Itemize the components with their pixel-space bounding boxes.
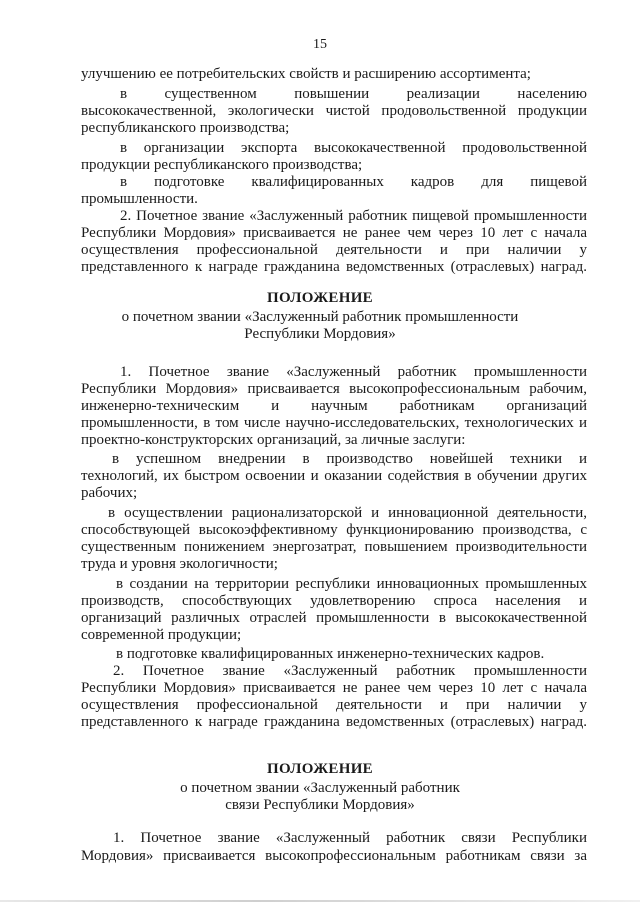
text-line: Республики Мордовия» присваивается высокопрофессиональным рабочим, (81, 381, 587, 397)
page-number: 15 (313, 37, 327, 52)
section-subtitle: о почетном звании «Заслуженный работник промышленности (121, 309, 519, 325)
text-line: улучшению ее потребительских свойств и расширению ассортимента; (81, 66, 531, 82)
text-line: современной продукции; (81, 627, 242, 643)
text-line: труда и уровня экологичности; (81, 556, 278, 572)
text-line: проектно-конструкторских организаций, за личные заслуги: (81, 432, 466, 448)
section-heading: ПОЛОЖЕНИЕ (267, 761, 373, 777)
text-line: осуществления профессиональной деятельности и при наличии у (81, 697, 587, 713)
text-line: производств, способствующих удовлетворению спроса населения и (81, 593, 587, 609)
section-subtitle: о почетном звании «Заслуженный работник (180, 780, 460, 796)
text-line: 2. Почетное звание «Заслуженный работник пищевой промышленности (120, 208, 587, 224)
text-line: в подготовке квалифицированных кадров для пищевой (120, 174, 587, 190)
text-line: способствующей высокоэффективному функционированию производства, с (81, 522, 587, 538)
text-line: в существенном повышении реализации населению (120, 86, 587, 102)
text-line: 1. Почетное звание «Заслуженный работник промышленности (120, 364, 587, 380)
text-line: технологий, их быстром освоении и оказании содействия в обучении других (81, 468, 587, 484)
text-line: в успешном внедрении в производство новейшей техники и (112, 451, 587, 467)
text-line: Республики Мордовия» присваивается не ранее чем через 10 лет с начала (81, 680, 587, 696)
text-line: осуществления профессиональной деятельности и при наличии у (81, 242, 587, 258)
text-line: рабочих; (81, 485, 138, 501)
text-line: в подготовке квалифицированных инженерно-технических кадров. (116, 646, 545, 662)
text-line: в организации экспорта высококачественной продовольственной (120, 140, 587, 156)
text-line: высококачественной, экологически чистой продовольственной продукции (81, 103, 587, 119)
text-line: инженерно-техническим и научным работникам организаций (81, 398, 587, 414)
text-line: Республики Мордовия» присваивается не ранее чем через 10 лет с начала (81, 225, 587, 241)
scan-edge-artifact (0, 900, 640, 902)
text-line: 2. Почетное звание «Заслуженный работник промышленности (113, 663, 587, 679)
text-line: 1. Почетное звание «Заслуженный работник связи Республики (113, 830, 587, 846)
text-line: организаций различных отраслей промышленности в высококачественной (81, 610, 587, 626)
text-line: представленного к награде гражданина ведомственных (отраслевых) наград. (81, 714, 587, 730)
text-line: республиканского производства; (81, 120, 290, 136)
section-subtitle: связи Республики Мордовия» (225, 797, 415, 813)
text-line: продукции республиканского производства; (81, 157, 363, 173)
text-line: в осуществлении рационализаторской и инновационной деятельности, (108, 505, 587, 521)
text-line: представленного к награде гражданина ведомственных (отраслевых) наград. (81, 259, 587, 275)
text-line: Мордовия» присваивается высокопрофессиональным работникам связи за (81, 848, 587, 864)
text-line: существенным понижением энергозатрат, повышением производительности (81, 539, 587, 555)
section-subtitle: Республики Мордовия» (244, 326, 396, 342)
text-line: промышленности. (81, 191, 198, 207)
text-line: промышленности, в том числе научно-исследовательских, технологических и (81, 415, 587, 431)
text-line: в создании на территории республики инновационных промышленных (116, 576, 587, 592)
section-heading: ПОЛОЖЕНИЕ (267, 290, 373, 306)
